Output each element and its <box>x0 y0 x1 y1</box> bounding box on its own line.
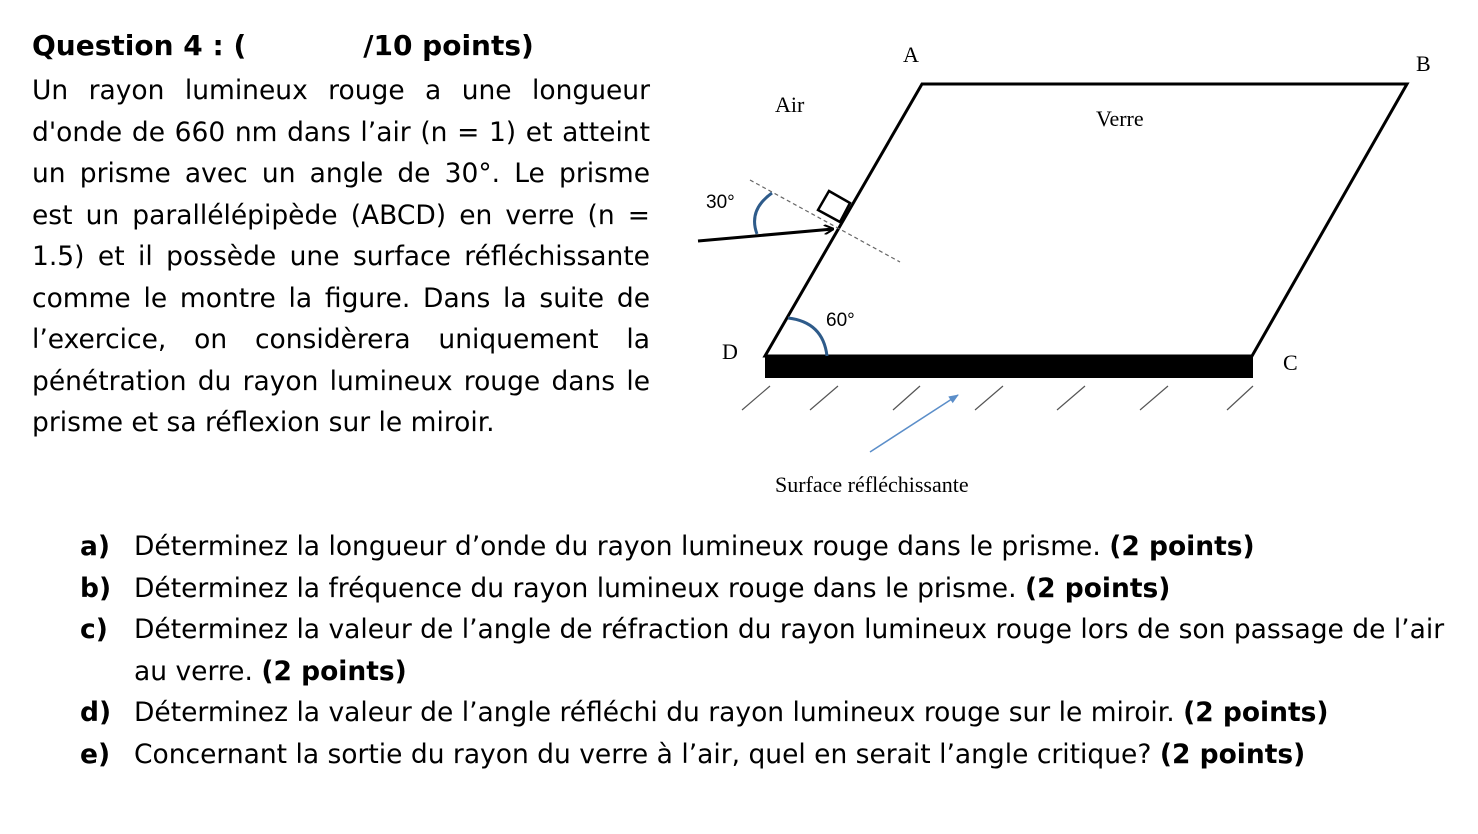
vertex-label-d: D <box>722 339 738 364</box>
sub-question-letter: d) <box>80 697 112 728</box>
mirror-hatching <box>742 386 1253 410</box>
sub-question-points: (2 points) <box>1159 738 1306 770</box>
sub-question-points: (2 points) <box>1109 531 1255 562</box>
sub-question-text: Déterminez la fréquence du rayon lumineux rouge dans le prisme. <box>134 572 1025 604</box>
sub-question-b <box>80 568 1460 610</box>
prism-parallelogram <box>765 84 1407 356</box>
sub-question-e <box>80 734 1460 776</box>
vertex-label-b: B <box>1416 51 1431 76</box>
question-intro: Un rayon lumineux rouge a une longueur d'onde de 660 nm dans l’air (n = 1) et atteint un prisme avec un angle de 30°. Le prisme est un parallélépipède (ABCD) en verre (n = 1.5) et il possède une surface réfléchissante comme le montre la figure. Dans la suite de l’exercice, on considèrera uniquement la pénétration du rayon lumineux rouge dans le prisme et sa réflexion sur le miroir. <box>32 75 650 438</box>
question-title: Question 4 : ( /10 points) <box>32 29 534 62</box>
vertex-label-a: A <box>903 42 919 67</box>
sub-question-points: (2 points) <box>261 655 407 687</box>
sub-question-text: Déterminez la valeur de l’angle de réfraction du rayon lumineux rouge lors de son passage de l’air au verre. <box>134 614 1445 687</box>
incidence-angle-label: 30° <box>706 192 735 213</box>
prism-angle-label: 60° <box>826 310 855 331</box>
sub-question-a <box>80 526 1460 568</box>
prism-figure <box>690 30 1470 510</box>
sub-question-text: Déterminez la valeur de l’angle réfléchi du rayon lumineux rouge sur le miroir. <box>134 697 1184 728</box>
sub-questions-list <box>80 526 1460 775</box>
sub-question-points: (2 points) <box>1183 697 1329 728</box>
sub-question-letter: e) <box>80 738 111 770</box>
air-label: Air <box>775 92 805 117</box>
mirror-surface <box>765 356 1253 378</box>
incident-ray <box>698 229 833 241</box>
glass-label: Verre <box>1096 106 1144 131</box>
mirror-caption: Surface réfléchissante <box>775 472 969 497</box>
sub-question-letter: b) <box>80 572 112 604</box>
sub-question-c <box>80 609 1460 692</box>
sub-question-text: Concernant la sortie du rayon du verre à l’air, quel en serait l’angle critique? <box>134 738 1160 770</box>
vertex-label-c: C <box>1283 350 1298 375</box>
mirror-pointer-arrow <box>870 395 958 452</box>
sub-question-letter: a) <box>80 531 110 562</box>
incidence-angle-arc <box>755 193 772 234</box>
sub-question-points: (2 points) <box>1024 572 1171 604</box>
prism-angle-arc <box>788 318 827 356</box>
sub-question-letter: c) <box>80 614 108 645</box>
sub-question-text: Déterminez la longueur d’onde du rayon lumineux rouge dans le prisme. <box>134 531 1110 562</box>
sub-question-d <box>80 692 1460 734</box>
